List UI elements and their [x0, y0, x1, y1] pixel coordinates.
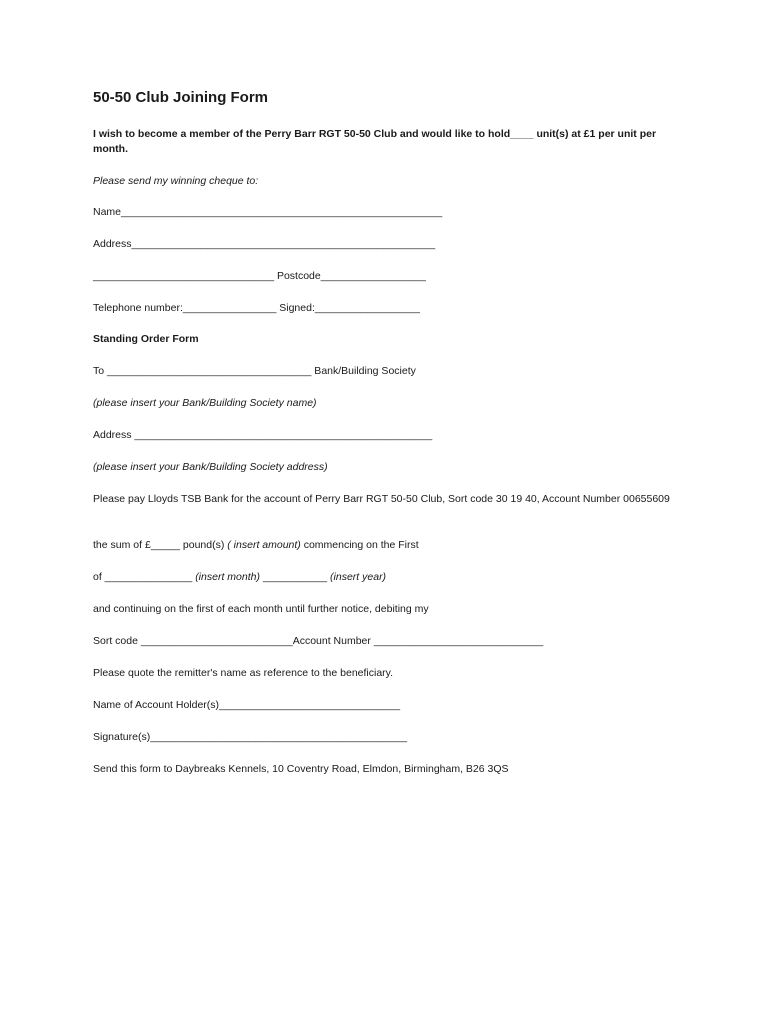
bank-address-field[interactable]: Address ___________________________________________________ [93, 429, 433, 441]
sum-suffix: commencing on the First [300, 539, 419, 551]
bank-name-hint: (please insert your Bank/Building Society name) [93, 397, 317, 409]
month-blank: of _______________ [93, 571, 196, 583]
sum-prefix: the sum of £_____ pound(s) [93, 539, 228, 551]
year-blank: ___________ [259, 571, 331, 583]
insert-amount-hint: ( insert amount) [227, 539, 301, 551]
signature-field[interactable]: Signature(s)____________________________________________ [93, 731, 408, 743]
telephone-signed-field[interactable]: Telephone number:________________ Signed:__________________ [93, 302, 420, 314]
sort-account-field[interactable]: Sort code __________________________Account Number _____________________________ [93, 635, 544, 647]
form-title: 50-50 Club Joining Form [93, 89, 269, 106]
bank-to-field[interactable]: To ___________________________________ Bank/Building Society [93, 365, 416, 377]
sum-line[interactable] [93, 538, 419, 553]
name-field[interactable]: Name_______________________________________________________ [93, 206, 443, 218]
quote-reference-line: Please quote the remitter's name as reference to the beneficiary. [93, 667, 394, 679]
bank-address-hint: (please insert your Bank/Building Society address) [93, 461, 328, 473]
cheque-prompt: Please send my winning cheque to: [93, 175, 259, 187]
pay-instruction: Please pay Lloyds TSB Bank for the account of Perry Barr RGT 50-50 Club, Sort code 30 19 40, Account Number 00655609 [93, 493, 670, 505]
address-field[interactable]: Address____________________________________________________ [93, 238, 436, 250]
account-holder-field[interactable]: Name of Account Holder(s)_______________________________ [93, 699, 401, 711]
membership-intro: I wish to become a member of the Perry Barr RGT 50-50 Club and would like to hold____ unit(s) at £1 per unit per month. [93, 128, 657, 155]
insert-year-hint: (insert year) [330, 571, 387, 583]
standing-order-heading: Standing Order Form [93, 333, 199, 345]
insert-month-hint: (insert month) [195, 571, 260, 583]
send-address-line: Send this form to Daybreaks Kennels, 10 Coventry Road, Elmdon, Birmingham, B26 3QS [93, 763, 509, 775]
continuing-line: and continuing on the first of each month until further notice, debiting my [93, 603, 429, 615]
month-year-line[interactable] [93, 570, 386, 585]
postcode-field[interactable]: _______________________________ Postcode__________________ [93, 270, 426, 282]
